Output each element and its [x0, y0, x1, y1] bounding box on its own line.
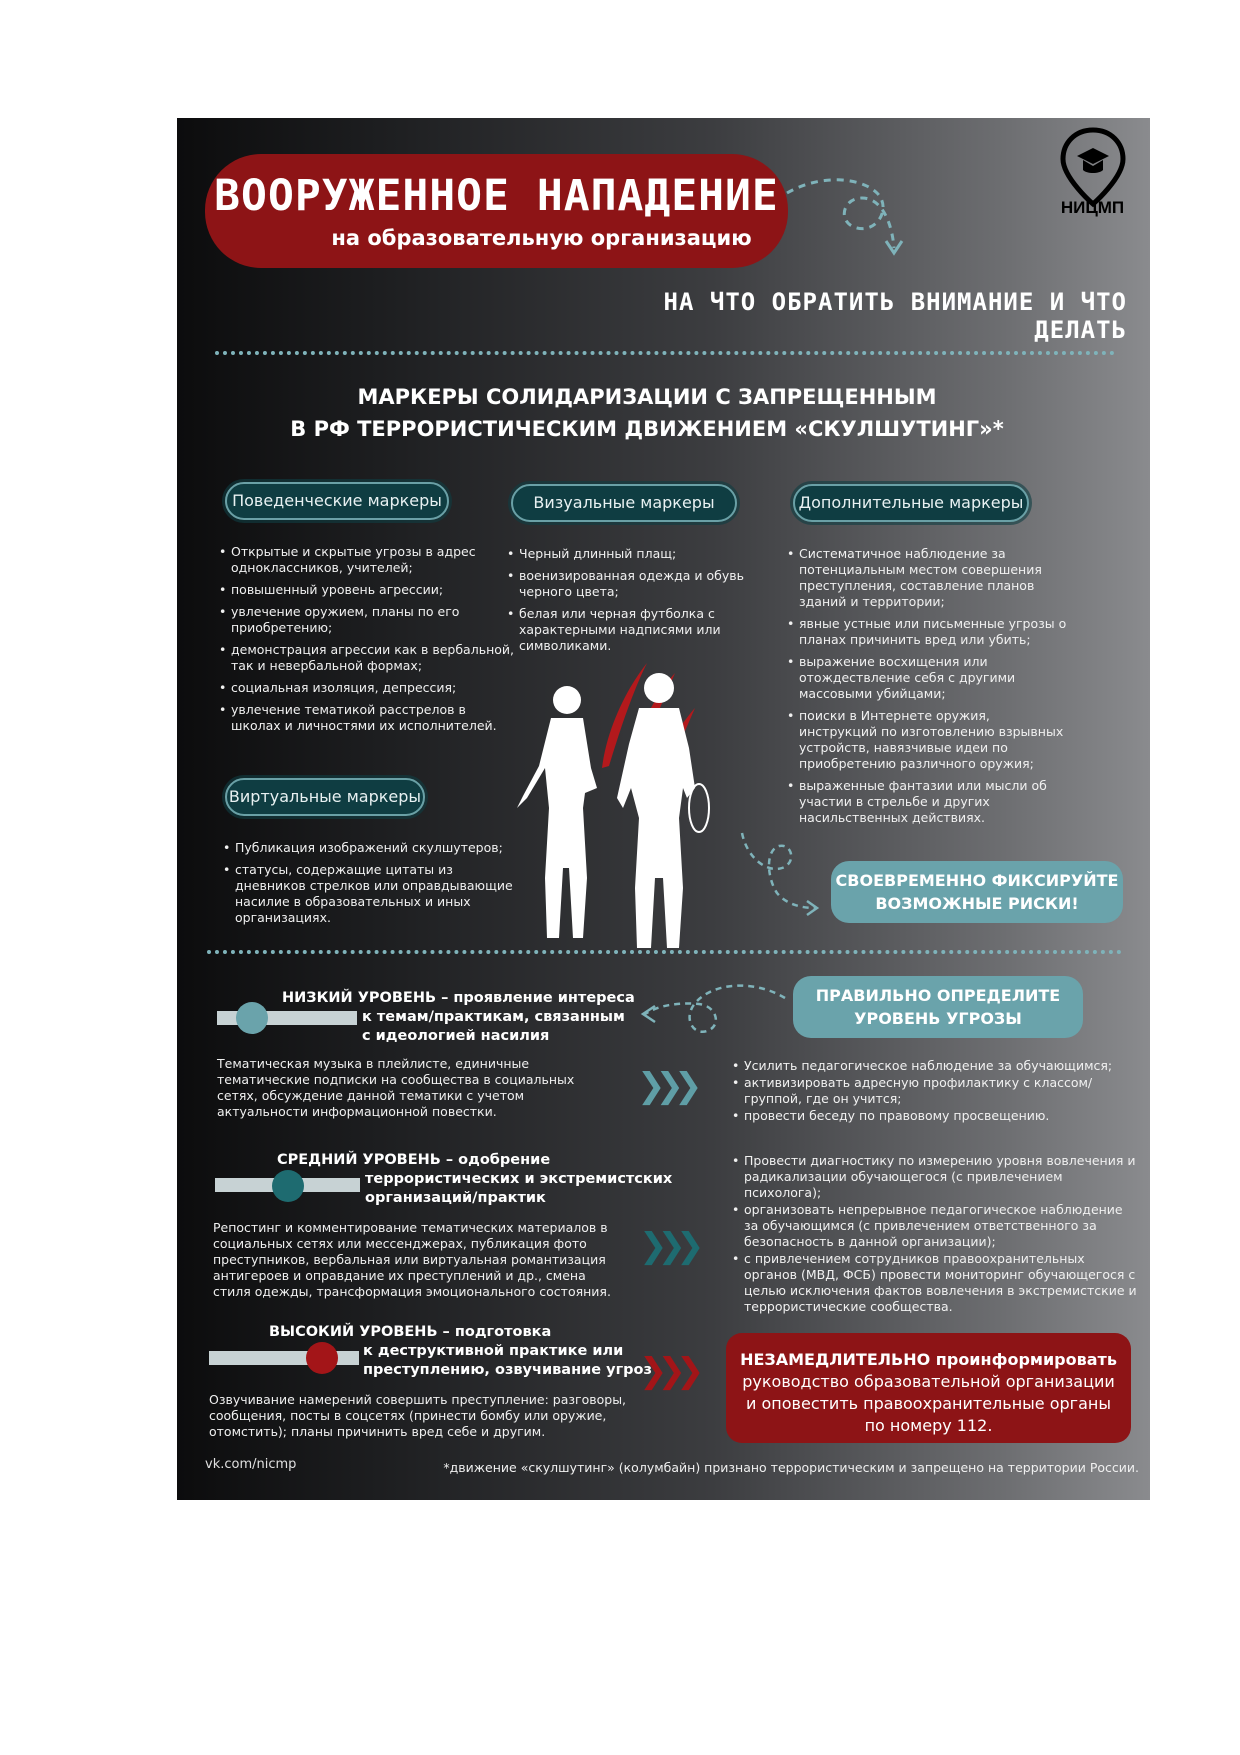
list-item: • выраженные фантазии или мысли об участии в стрельбе и других насильственных действиях. [787, 778, 1067, 826]
chevrons-icon: ❯❯❯ [637, 1066, 693, 1106]
additional-markers-pill: Дополнительные маркеры [793, 484, 1029, 522]
person-with-rope-silhouette-icon [617, 673, 709, 948]
fix-risks-line2: ВОЗМОЖНЫЕ РИСКИ! [875, 894, 1079, 913]
virtual-markers-list [223, 840, 523, 932]
list-item: • белая или черная футболка с характерными надписями или символиками. [507, 606, 757, 654]
chevrons-icon: ❯❯❯ [639, 1226, 695, 1266]
list-item: • военизированная одежда и обувь черного цвета; [507, 568, 757, 600]
urgent-bold-line: НЕЗАМЕДЛИТЕЛЬНО проинформировать [740, 1350, 1117, 1369]
determine-line2: УРОВЕНЬ УГРОЗЫ [854, 1009, 1022, 1028]
list-item: • организовать непрерывное педагогическое наблюдение за обучающимся (с привлечением ответственного за безопасность в данной организации); [732, 1202, 1137, 1250]
footer-link[interactable]: vk.com/nicmp [205, 1457, 297, 1472]
list-item: • выражение восхищения или отождествление себя с другими массовыми убийцами; [787, 654, 1067, 702]
high-level-knob [306, 1342, 338, 1374]
behavioral-markers-list [219, 544, 519, 740]
list-item: • активизировать адресную профилактику с классом/группой, где он учится; [732, 1075, 1132, 1107]
additional-markers-list [787, 546, 1067, 832]
medium-level-actions [732, 1153, 1137, 1321]
high-level-title-line3: преступлению, озвучивание угроз [363, 1362, 652, 1378]
dashed-arrow-icon [737, 828, 827, 918]
list-item: • Публикация изображений скулшутеров; [223, 840, 523, 856]
dotted-divider [215, 351, 1115, 355]
low-level-title-line3: с идеологией насилия [362, 1028, 550, 1044]
list-item: • Систематичное наблюдение за потенциальным местом совершения преступления, составление планов зданий и территории; [787, 546, 1067, 610]
urgent-action-box [726, 1333, 1131, 1443]
section-heading-line1: МАРКЕРЫ СОЛИДАРИЗАЦИИ С ЗАПРЕЩЕННЫМ [357, 385, 937, 409]
list-item: • демонстрация агрессии как в вербальной, так и невербальной формах; [219, 642, 519, 674]
title-banner [205, 154, 788, 268]
footer-note: *движение «скулшутинг» (колумбайн) признано террористическим и запрещено на территории России. [443, 1460, 1139, 1475]
poster [177, 118, 1150, 1500]
low-level-name: НИЗКИЙ УРОВЕНЬ [282, 990, 437, 1006]
dashed-arrow-icon [782, 173, 912, 268]
medium-level-title-line2: террористических и экстремистских [365, 1171, 673, 1187]
high-level-name: ВЫСОКИЙ УРОВЕНЬ [269, 1324, 438, 1340]
list-item: • повышенный уровень агрессии; [219, 582, 519, 598]
list-item: • Усилить педагогическое наблюдение за обучающимся; [732, 1058, 1132, 1074]
list-item: • провести беседу по правовому просвещению. [732, 1108, 1132, 1124]
list-item: • увлечение оружием, планы по его приобретению; [219, 604, 519, 636]
medium-level-title-rest: – одобрение [440, 1152, 551, 1168]
low-level-title-rest: – проявление интереса [436, 990, 635, 1006]
list-item: • поиски в Интернете оружия, инструкций по изготовлению взрывных устройств, навязчивые идеи по приобретению различного оружия; [787, 708, 1067, 772]
list-item: • увлечение тематикой расстрелов в школах и личностями их исполнителей. [219, 702, 519, 734]
fix-risks-callout [831, 861, 1123, 923]
subtitle: на образовательную организацию [331, 226, 752, 250]
list-item: • с привлечением сотрудников правоохранительных органов (МВД, ФСБ) провести мониторинг обучающегося с целью исключения фактов вовлечения в экстремистские и террористические сообщества. [732, 1251, 1137, 1315]
dotted-divider [207, 950, 1122, 954]
list-item: • статусы, содержащие цитаты из дневников стрелков или оправдывающие насилие в образовательных и иных организациях. [223, 862, 523, 926]
virtual-markers-pill: Виртуальные маркеры [225, 778, 425, 816]
visual-markers-pill: Визуальные маркеры [511, 484, 737, 522]
urgent-line4: по номеру 112. [864, 1416, 993, 1435]
medium-level-title-line3: организаций/практик [365, 1190, 546, 1206]
medium-level-description: Репостинг и комментирование тематических материалов в социальных сетях или мессенджерах, публикация фото преступников, вербальная или виртуальная романтизация антигероев и оправдание их преступлений и др., смена стиля одежды, трансформация эмоционального состояния. [213, 1220, 611, 1299]
list-item: • Открытые и скрытые угрозы в адрес одноклассников, учителей; [219, 544, 519, 576]
tagline: НА ЧТО ОБРАТИТЬ ВНИМАНИЕ И ЧТО ДЕЛАТЬ [663, 288, 1127, 344]
fix-risks-line1: СВОЕВРЕМЕННО ФИКСИРУЙТЕ [835, 871, 1119, 890]
medium-level-name: СРЕДНИЙ УРОВЕНЬ [277, 1152, 441, 1168]
list-item: • явные устные или письменные угрозы о планах причинить вред или убить; [787, 616, 1067, 648]
person-silhouette-icon [517, 686, 597, 938]
low-level-actions [732, 1058, 1132, 1130]
list-item: • Черный длинный плащ; [507, 546, 757, 562]
urgent-line2: руководство образовательной организации [742, 1372, 1115, 1391]
behavioral-markers-pill: Поведенческие маркеры [225, 482, 449, 520]
determine-level-callout [793, 976, 1083, 1038]
list-item: • Провести диагностику по измерению уровня вовлечения и радикализации обучающегося (с привлечением психолога); [732, 1153, 1137, 1201]
high-level-title-rest: – подготовка [437, 1324, 552, 1340]
high-level-description: Озвучивание намерений совершить преступление: разговоры, сообщения, посты в соцсетях (принести бомбу или оружие, отомстить); планы причинить вред себе и другим. [209, 1392, 627, 1439]
determine-line1: ПРАВИЛЬНО ОПРЕДЕЛИТЕ [815, 986, 1061, 1005]
urgent-line3: и оповестить правоохранительные органы [746, 1394, 1111, 1413]
silhouettes-illustration [507, 648, 737, 948]
section-heading [257, 381, 1037, 445]
main-title: ВООРУЖЕННОЕ НАПАДЕНИЕ [214, 171, 779, 221]
visual-markers-list [507, 546, 757, 660]
high-level-title-line2: к деструктивной практике или [363, 1343, 624, 1359]
low-level-description: Тематическая музыка в плейлисте, единичные тематические подписки на сообщества в социальных сетях, обсуждение данной тематики с учетом актуальности информационной повестки. [217, 1056, 575, 1119]
section-heading-line2: В РФ ТЕРРОРИСТИЧЕСКИМ ДВИЖЕНИЕМ «СКУЛШУТИНГ»* [290, 417, 1004, 441]
low-level-knob [236, 1002, 268, 1034]
logo-text: НИЦМП [1060, 198, 1125, 217]
list-item: • социальная изоляция, депрессия; [219, 680, 519, 696]
low-level-title-line2: к темам/практикам, связанным [362, 1009, 625, 1025]
medium-level-knob [272, 1170, 304, 1202]
chevrons-icon: ❯❯❯ [639, 1351, 695, 1391]
